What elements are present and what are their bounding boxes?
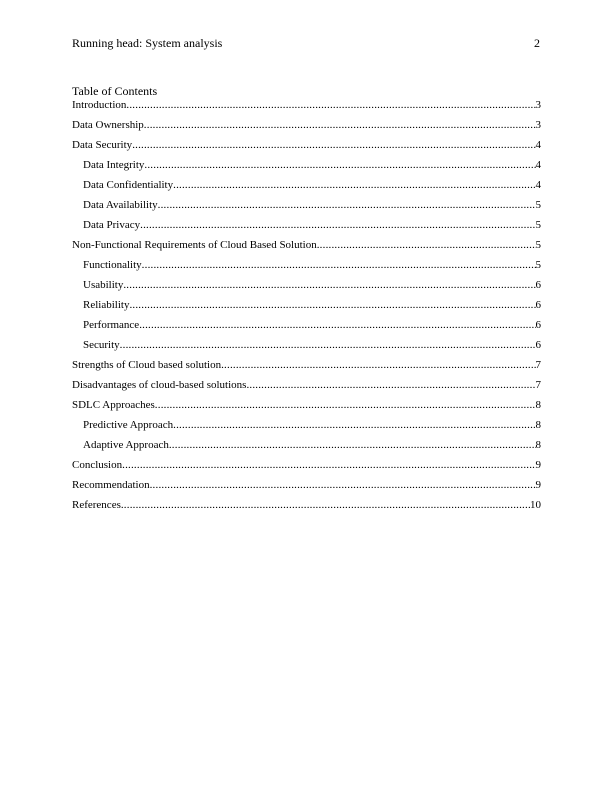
toc-entry-label[interactable]: Introduction [72, 99, 127, 111]
toc-entry-page: 10 [530, 499, 541, 511]
toc-entry[interactable] [72, 139, 541, 159]
toc-entry-page: 3 [535, 119, 541, 131]
toc-entry[interactable] [72, 239, 541, 259]
toc-entry-page: 9 [535, 479, 541, 491]
toc-entry-label[interactable]: Non-Functional Requirements of Cloud Based Solution [72, 239, 317, 251]
toc-entry[interactable] [72, 399, 541, 419]
toc-entry[interactable] [72, 339, 541, 359]
toc-entry[interactable] [72, 119, 541, 139]
toc-entry-label[interactable]: References [72, 499, 121, 511]
dot-leader [132, 139, 535, 152]
running-head: Running head: System analysis [72, 36, 223, 50]
dot-leader [144, 119, 536, 132]
toc-entry-page: 5 [535, 259, 541, 271]
toc-entry[interactable] [72, 199, 541, 219]
page-number: 2 [534, 36, 540, 50]
dot-leader [173, 179, 535, 192]
dot-leader [158, 199, 536, 212]
toc-entry-label[interactable]: Strengths of Cloud based solution [72, 359, 222, 371]
toc-entry[interactable] [72, 419, 541, 439]
toc-entry-page: 5 [535, 239, 541, 251]
toc-entry-page: 8 [535, 419, 541, 431]
dot-leader [139, 319, 535, 332]
toc-entry-label[interactable]: Usability [83, 279, 124, 291]
toc-entry[interactable] [72, 299, 541, 319]
toc-entry[interactable] [72, 219, 541, 239]
toc-entry-page: 6 [535, 339, 541, 351]
toc-entry-page: 4 [535, 159, 541, 171]
toc-entry-label[interactable]: Data Security [72, 139, 133, 151]
toc-entry-label[interactable]: Data Integrity [83, 159, 145, 171]
toc-entry[interactable] [72, 279, 541, 299]
toc-entry-label[interactable]: Data Availability [83, 199, 158, 211]
toc-entry[interactable] [72, 99, 541, 119]
toc-entry-page: 6 [535, 279, 541, 291]
dot-leader [317, 239, 536, 252]
toc-entry-page: 6 [535, 299, 541, 311]
dot-leader [144, 159, 535, 172]
toc-entry-label[interactable]: Security [83, 339, 120, 351]
dot-leader [155, 399, 536, 412]
toc-entry[interactable] [72, 359, 541, 379]
toc-entry[interactable] [72, 439, 541, 459]
toc-entry-label[interactable]: Adaptive Approach [83, 439, 169, 451]
toc-entry-label[interactable]: Disadvantages of cloud-based solutions [72, 379, 247, 391]
dot-leader [129, 299, 535, 312]
toc-title: Table of Contents [72, 84, 158, 98]
dot-leader [122, 459, 535, 472]
toc-entry-page: 8 [535, 439, 541, 451]
toc-entry-page: 7 [535, 379, 541, 391]
toc-entry-label[interactable]: Recommendation [72, 479, 150, 491]
toc-entry[interactable] [72, 159, 541, 179]
toc-entry-page: 4 [535, 139, 541, 151]
toc-entry-label[interactable]: Data Privacy [83, 219, 141, 231]
toc-entry-page: 6 [535, 319, 541, 331]
toc-entry-label[interactable]: Reliability [83, 299, 130, 311]
dot-leader [246, 379, 535, 392]
dot-leader [150, 479, 536, 492]
toc-entry-page: 5 [535, 219, 541, 231]
toc-entry[interactable] [72, 459, 541, 479]
toc-entry-page: 3 [535, 99, 541, 111]
toc-entry[interactable] [72, 479, 541, 499]
toc-entry-page: 8 [535, 399, 541, 411]
dot-leader [169, 439, 536, 452]
toc-entry[interactable] [72, 379, 541, 399]
dot-leader [120, 339, 536, 352]
toc-entry-label[interactable]: Conclusion [72, 459, 123, 471]
dot-leader [173, 419, 535, 432]
dot-leader [221, 359, 535, 372]
toc-entry[interactable] [72, 319, 541, 339]
dot-leader [123, 279, 535, 292]
toc-entry-label[interactable]: Functionality [83, 259, 142, 271]
toc-entry-page: 4 [535, 179, 541, 191]
dot-leader [126, 99, 535, 112]
toc-entry[interactable] [72, 179, 541, 199]
toc-entry-label[interactable]: Performance [83, 319, 140, 331]
dot-leader [121, 499, 530, 512]
table-of-contents [72, 99, 541, 519]
toc-entry[interactable] [72, 499, 541, 519]
toc-entry[interactable] [72, 259, 541, 279]
toc-entry-page: 9 [535, 459, 541, 471]
toc-entry-page: 7 [535, 359, 541, 371]
dot-leader [140, 219, 535, 232]
toc-entry-label[interactable]: Data Ownership [72, 119, 144, 131]
toc-entry-label[interactable]: SDLC Approaches [72, 399, 155, 411]
toc-entry-label[interactable]: Predictive Approach [83, 419, 174, 431]
dot-leader [142, 259, 536, 272]
toc-entry-label[interactable]: Data Confidentiality [83, 179, 174, 191]
toc-entry-page: 5 [535, 199, 541, 211]
